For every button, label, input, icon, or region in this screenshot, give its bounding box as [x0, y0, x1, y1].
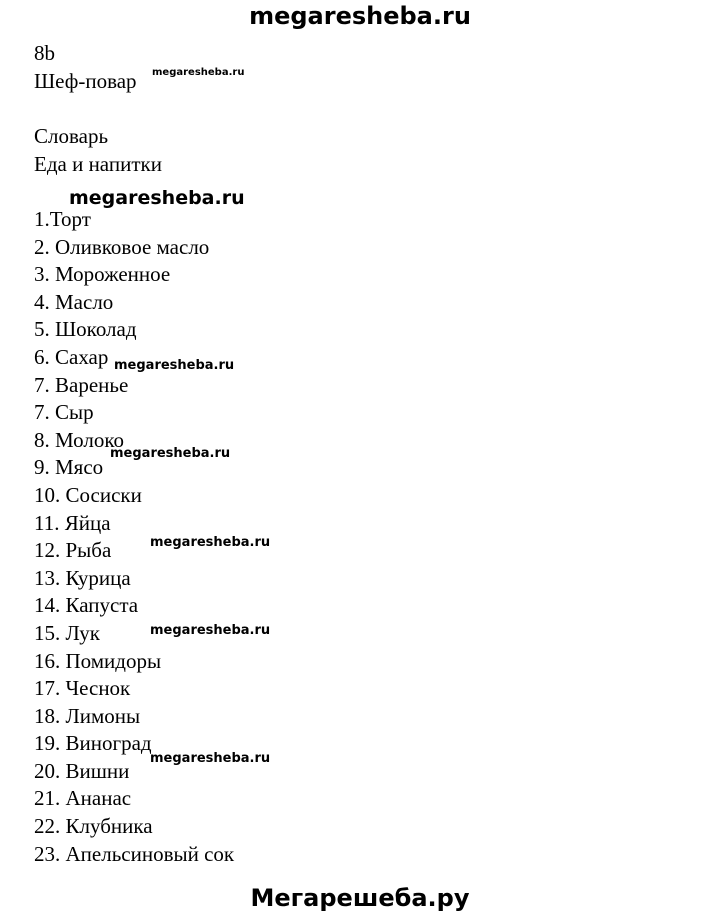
watermark: megaresheba.ru	[150, 535, 271, 550]
site-header-watermark: megaresheba.ru	[249, 2, 471, 30]
list-item: 13. Курица	[34, 565, 131, 590]
section-number: 8b	[34, 41, 55, 65]
list-item: 14. Капуста	[34, 593, 139, 618]
watermark: megaresheba.ru	[114, 358, 235, 373]
list-item: 23. Апельсиновый сок	[34, 841, 235, 866]
list-item: 15. Лук	[34, 620, 100, 645]
vocabulary-heading: Словарь	[34, 124, 109, 148]
watermark: megaresheba.ru	[110, 446, 231, 461]
list-item: 18. Лимоны	[34, 703, 141, 728]
list-item: 4. Масло	[34, 289, 114, 314]
list-item: 1.Торт	[34, 207, 91, 231]
list-item: 7. Сыр	[34, 400, 94, 425]
list-item: 10. Сосиски	[34, 482, 142, 507]
watermark: megaresheba.ru	[150, 623, 271, 638]
watermark: megaresheba.ru	[152, 67, 245, 78]
list-item: 16. Помидоры	[34, 648, 162, 673]
list-item: 3. Мороженное	[34, 262, 171, 287]
list-item: 8. Молоко	[34, 427, 124, 452]
vocabulary-subheading: Еда и напитки	[34, 152, 162, 176]
list-item: 5. Шоколад	[34, 317, 137, 342]
watermark: megaresheba.ru	[69, 187, 245, 209]
list-item: 2. Оливковое масло	[34, 234, 210, 259]
watermark: megaresheba.ru	[150, 751, 271, 766]
list-item: 11. Яйца	[34, 510, 111, 535]
list-item: 17. Чеснок	[34, 676, 131, 701]
list-item: 7. Варенье	[34, 372, 129, 397]
site-footer-watermark: Мегарешеба.ру	[250, 884, 470, 912]
list-item: 9. Мясо	[34, 455, 104, 480]
list-item: 20. Вишни	[34, 758, 130, 783]
list-item: 19. Виноград	[34, 731, 152, 756]
list-item: 21. Ананас	[34, 786, 132, 811]
document-title: Шеф-повар	[34, 69, 137, 93]
list-item: 22. Клубника	[34, 814, 153, 839]
list-item: 6. Сахар	[34, 344, 109, 369]
list-item: 12. Рыба	[34, 538, 112, 563]
